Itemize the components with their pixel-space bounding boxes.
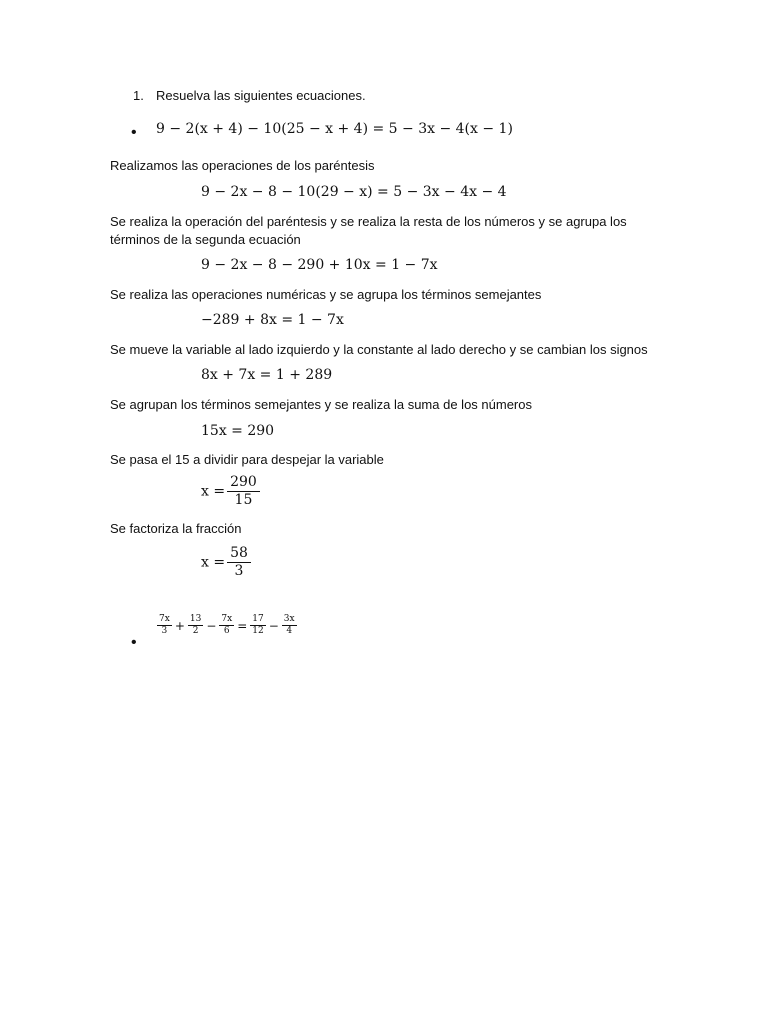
operator: − bbox=[268, 618, 279, 633]
step-text-1: Realizamos las operaciones de los paréntesis bbox=[110, 158, 375, 173]
fraction bbox=[282, 614, 297, 637]
instruction-heading: Resuelva las siguientes ecuaciones. bbox=[156, 88, 366, 103]
step-equation-2: 9 − 2x − 8 − 290 + 10x = 1 − 7x bbox=[201, 257, 438, 273]
fraction-denominator: 3 bbox=[161, 626, 168, 636]
fraction bbox=[227, 475, 260, 508]
fraction-denominator: 2 bbox=[192, 626, 199, 636]
fraction bbox=[219, 614, 234, 637]
step-text-3: Se realiza las operaciones numéricas y se agrupa los términos semejantes bbox=[110, 287, 542, 302]
fraction-denominator: 3 bbox=[234, 563, 244, 579]
equation-lhs: x = bbox=[201, 554, 226, 571]
step-equation-7 bbox=[201, 546, 251, 579]
step-text-5: Se agrupan los términos semejantes y se realiza la suma de los números bbox=[110, 397, 532, 412]
operator: = bbox=[237, 618, 248, 633]
equation-problem-1: 9 − 2(x + 4) − 10(25 − x + 4) = 5 − 3x − 4(x − 1) bbox=[156, 121, 513, 137]
equation-lhs: x = bbox=[201, 483, 226, 500]
fraction-numerator: 13 bbox=[189, 614, 202, 624]
fraction bbox=[227, 546, 251, 579]
step-equation-4: 8x + 7x = 1 + 289 bbox=[201, 367, 333, 383]
fraction bbox=[188, 614, 203, 637]
list-number: 1. bbox=[133, 88, 144, 103]
fraction-numerator: 58 bbox=[227, 546, 251, 563]
step-equation-5: 15x = 290 bbox=[201, 423, 275, 439]
step-equation-1: 9 − 2x − 8 − 10(29 − x) = 5 − 3x − 4x − 4 bbox=[201, 184, 507, 200]
bullet-marker: • bbox=[131, 124, 137, 141]
equation-problem-2 bbox=[155, 614, 299, 637]
step-text-7: Se factoriza la fracción bbox=[110, 521, 242, 536]
fraction-denominator: 12 bbox=[252, 626, 264, 636]
fraction-numerator: 7x bbox=[159, 614, 170, 624]
fraction-denominator: 4 bbox=[286, 626, 293, 636]
step-equation-6 bbox=[201, 475, 260, 508]
bullet-marker: • bbox=[131, 634, 137, 651]
step-text-2: Se realiza la operación del paréntesis y se realiza la resta de los números y se agrupa los bbox=[110, 214, 627, 229]
step-text-6: Se pasa el 15 a dividir para despejar la variable bbox=[110, 452, 384, 467]
fraction-denominator: 6 bbox=[223, 626, 230, 636]
fraction-denominator: 15 bbox=[234, 492, 253, 508]
operator: + bbox=[174, 618, 185, 633]
fraction bbox=[250, 614, 265, 637]
fraction-numerator: 290 bbox=[227, 475, 260, 492]
operator: − bbox=[206, 618, 217, 633]
step-equation-3: −289 + 8x = 1 − 7x bbox=[201, 312, 344, 328]
fraction-numerator: 3x bbox=[283, 614, 295, 624]
step-text-4: Se mueve la variable al lado izquierdo y la constante al lado derecho y se cambian los signos bbox=[110, 342, 648, 357]
step-text-2-line2: términos de la segunda ecuación bbox=[110, 232, 301, 247]
fraction-numerator: 7x bbox=[221, 614, 233, 624]
fraction-numerator: 17 bbox=[252, 614, 264, 624]
fraction bbox=[157, 614, 172, 637]
